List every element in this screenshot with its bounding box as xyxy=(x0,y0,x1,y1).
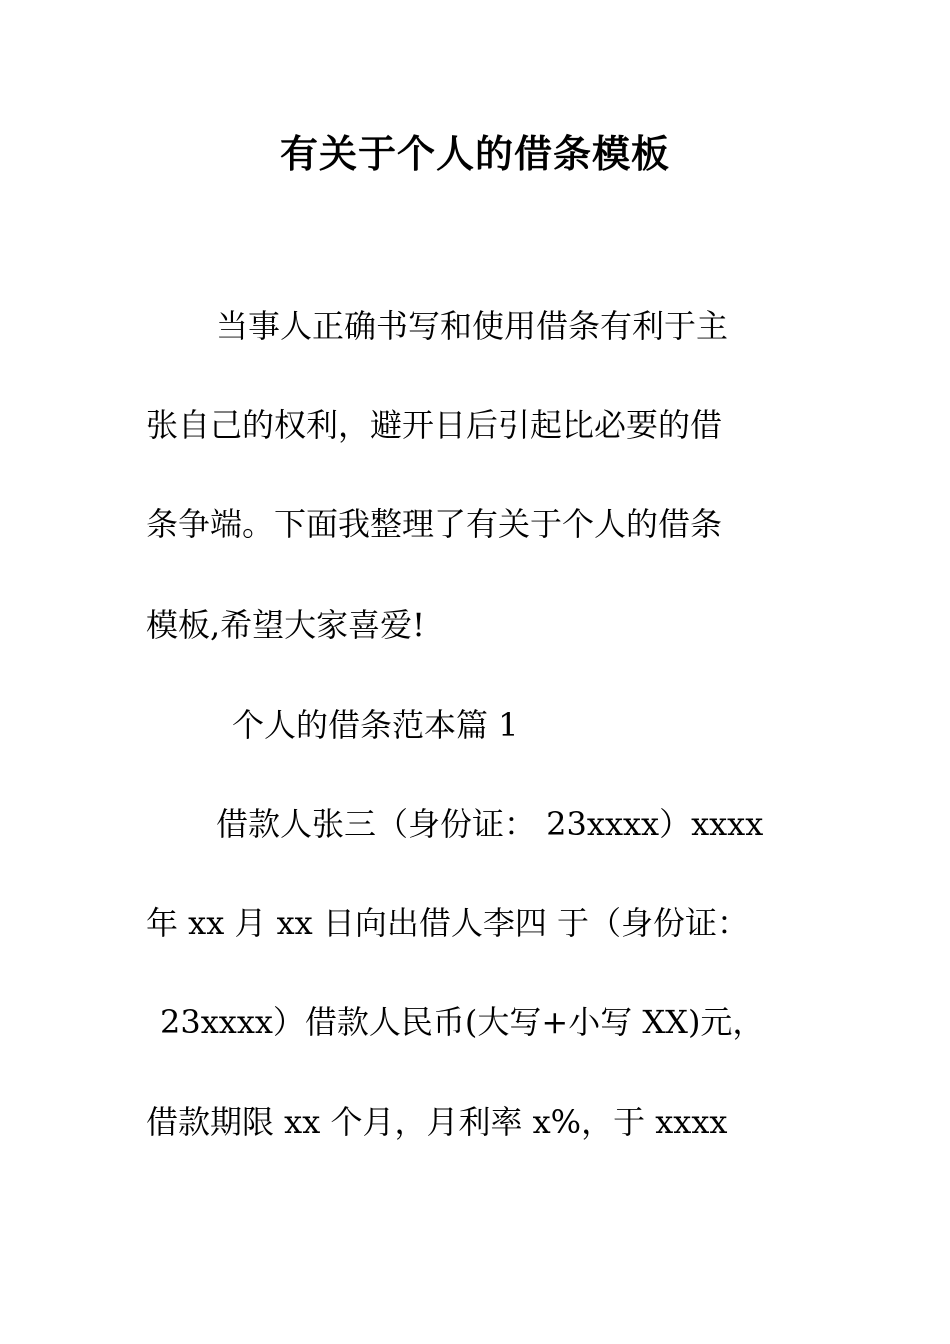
paragraph-line-4: 模板,希望大家喜爱! xyxy=(146,606,426,644)
paragraph-line-1: 当事人正确书写和使用借条有利于主 xyxy=(216,307,729,345)
paragraph-line-9: 借款期限 xx 个月，月利率 x%，于 xxxx xyxy=(146,1103,728,1141)
paragraph-line-6: 借款人张三（身份证： 23xxxx）xxxx xyxy=(216,805,764,843)
paragraph-line-8: 23xxxx）借款人民币(大写+小写 XX)元， xyxy=(160,1003,765,1041)
section-heading: 个人的借条范本篇 1 xyxy=(232,706,519,744)
paragraph-line-2: 张自己的权利，避开日后引起比必要的借 xyxy=(146,406,723,444)
paragraph-line-3: 条争端。下面我整理了有关于个人的借条 xyxy=(146,505,723,543)
document-title: 有关于个人的借条模板 xyxy=(279,131,670,176)
paragraph-line-7: 年 xx 月 xx 日向出借人李四 于（身份证： xyxy=(146,904,750,942)
